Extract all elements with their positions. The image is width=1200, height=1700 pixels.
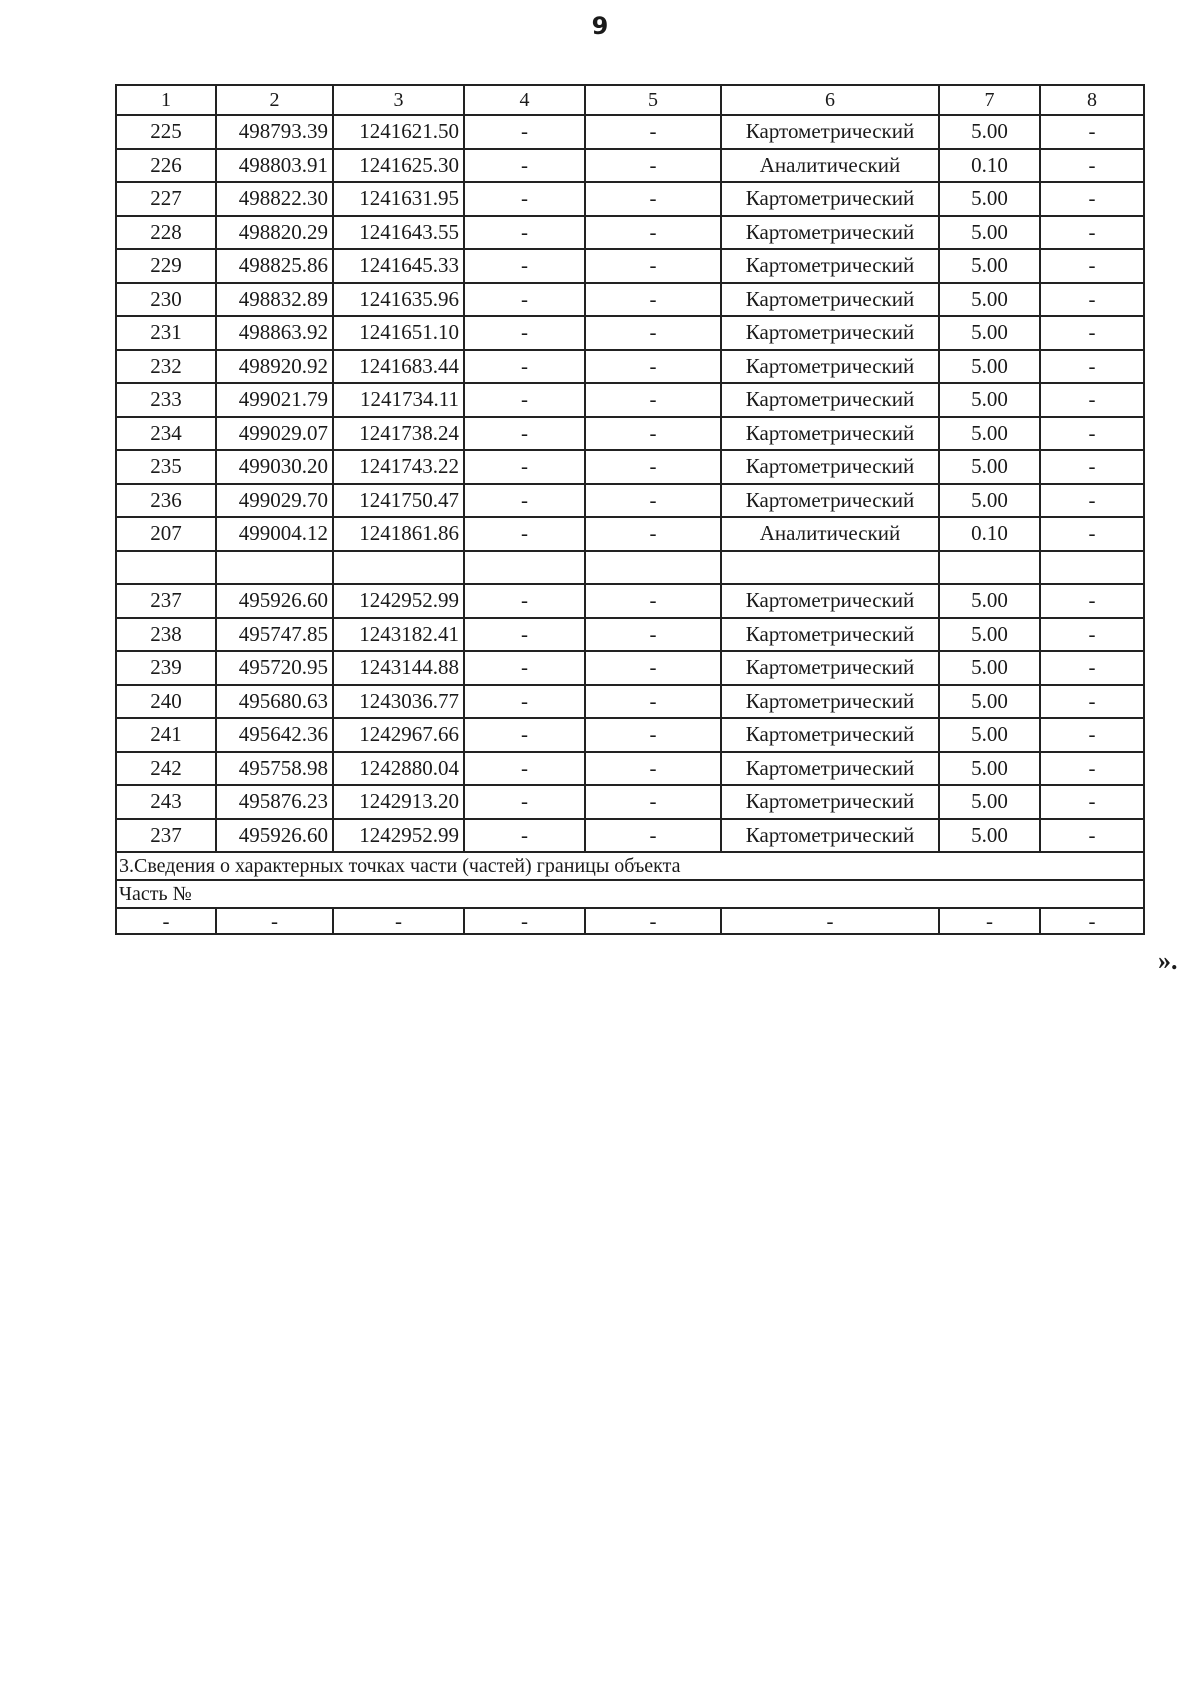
table-cell: 495680.63 bbox=[216, 685, 333, 719]
table-cell: 1241750.47 bbox=[333, 484, 464, 518]
table-cell: 498863.92 bbox=[216, 316, 333, 350]
table-cell: Картометрический bbox=[721, 216, 939, 250]
table-cell: - bbox=[585, 908, 721, 934]
table-cell: - bbox=[585, 752, 721, 786]
table-cell: - bbox=[585, 216, 721, 250]
table-row bbox=[116, 450, 1144, 484]
table-cell: 498832.89 bbox=[216, 283, 333, 317]
table-cell: Картометрический bbox=[721, 316, 939, 350]
table-cell bbox=[939, 551, 1040, 585]
table-row bbox=[116, 149, 1144, 183]
table-cell: - bbox=[1040, 216, 1144, 250]
table-cell: 5 bbox=[585, 85, 721, 115]
table-row bbox=[116, 383, 1144, 417]
table-cell: 498822.30 bbox=[216, 182, 333, 216]
table-cell bbox=[333, 551, 464, 585]
table-row bbox=[116, 819, 1144, 853]
table-cell: - bbox=[464, 752, 585, 786]
table-cell bbox=[464, 551, 585, 585]
table-cell: 6 bbox=[721, 85, 939, 115]
table-cell: - bbox=[1040, 752, 1144, 786]
table-cell: Картометрический bbox=[721, 484, 939, 518]
closing-quote: ». bbox=[1158, 946, 1178, 975]
table-cell: - bbox=[585, 450, 721, 484]
table-cell: Картометрический bbox=[721, 584, 939, 618]
table-cell: - bbox=[1040, 115, 1144, 149]
table-cell: 498803.91 bbox=[216, 149, 333, 183]
table-cell: 1243182.41 bbox=[333, 618, 464, 652]
table-cell: 495758.98 bbox=[216, 752, 333, 786]
table-cell: - bbox=[1040, 517, 1144, 551]
table-cell: 499029.07 bbox=[216, 417, 333, 451]
table-cell: - bbox=[464, 584, 585, 618]
table-cell: - bbox=[1040, 584, 1144, 618]
table-row bbox=[116, 551, 1144, 585]
table-cell bbox=[721, 551, 939, 585]
table-cell: Картометрический bbox=[721, 283, 939, 317]
table-cell: - bbox=[464, 819, 585, 853]
table-cell: 0.10 bbox=[939, 517, 1040, 551]
table-cell: 498793.39 bbox=[216, 115, 333, 149]
table-cell: - bbox=[585, 785, 721, 819]
table-cell bbox=[116, 551, 216, 585]
table-row bbox=[116, 517, 1144, 551]
page-number: 9 bbox=[591, 12, 609, 40]
table-cell bbox=[216, 551, 333, 585]
table-cell: - bbox=[464, 517, 585, 551]
section-title-row bbox=[116, 852, 1144, 880]
table-cell: 1241651.10 bbox=[333, 316, 464, 350]
table-cell: 225 bbox=[116, 115, 216, 149]
table-cell: - bbox=[1040, 685, 1144, 719]
table-cell: 2 bbox=[216, 85, 333, 115]
table-cell: - bbox=[585, 718, 721, 752]
table-cell: 1241861.86 bbox=[333, 517, 464, 551]
table-cell: 1242967.66 bbox=[333, 718, 464, 752]
table-cell: - bbox=[585, 484, 721, 518]
table-row bbox=[116, 651, 1144, 685]
table-cell: 498825.86 bbox=[216, 249, 333, 283]
table-cell: 1 bbox=[116, 85, 216, 115]
table-cell: 1241621.50 bbox=[333, 115, 464, 149]
table-cell: 243 bbox=[116, 785, 216, 819]
table-row bbox=[116, 283, 1144, 317]
table-cell: Картометрический bbox=[721, 651, 939, 685]
table-cell: Картометрический bbox=[721, 115, 939, 149]
table-cell: 1241645.33 bbox=[333, 249, 464, 283]
table-cell: - bbox=[1040, 718, 1144, 752]
table-cell: - bbox=[585, 651, 721, 685]
table-cell: 5.00 bbox=[939, 484, 1040, 518]
table-cell: 495747.85 bbox=[216, 618, 333, 652]
table-cell: 238 bbox=[116, 618, 216, 652]
table-cell: 241 bbox=[116, 718, 216, 752]
table-cell: - bbox=[464, 785, 585, 819]
table-cell: 5.00 bbox=[939, 785, 1040, 819]
table-cell: 1241635.96 bbox=[333, 283, 464, 317]
table-cell: - bbox=[464, 249, 585, 283]
table-cell: 1241625.30 bbox=[333, 149, 464, 183]
table-cell: 1241738.24 bbox=[333, 417, 464, 451]
table-cell: - bbox=[116, 908, 216, 934]
table-cell: - bbox=[464, 316, 585, 350]
table-cell: 5.00 bbox=[939, 718, 1040, 752]
table-row bbox=[116, 584, 1144, 618]
table-cell: 5.00 bbox=[939, 651, 1040, 685]
table-cell: - bbox=[464, 618, 585, 652]
part-label-row bbox=[116, 880, 1144, 908]
table-cell: 230 bbox=[116, 283, 216, 317]
table-cell bbox=[1040, 551, 1144, 585]
table-cell: 495926.60 bbox=[216, 584, 333, 618]
table-row bbox=[116, 350, 1144, 384]
table-row bbox=[116, 316, 1144, 350]
table-cell bbox=[585, 551, 721, 585]
table-cell: 1242952.99 bbox=[333, 584, 464, 618]
table-cell: 207 bbox=[116, 517, 216, 551]
table-cell: - bbox=[1040, 785, 1144, 819]
table-cell: 5.00 bbox=[939, 115, 1040, 149]
table-cell: - bbox=[1040, 651, 1144, 685]
table-cell: 495876.23 bbox=[216, 785, 333, 819]
table-cell: - bbox=[585, 115, 721, 149]
table-cell: - bbox=[464, 685, 585, 719]
table-cell: 1241734.11 bbox=[333, 383, 464, 417]
table-cell: - bbox=[1040, 819, 1144, 853]
table-cell: - bbox=[1040, 908, 1144, 934]
table-cell: - bbox=[585, 685, 721, 719]
table-row-final bbox=[116, 908, 1144, 934]
table-cell: 499004.12 bbox=[216, 517, 333, 551]
table-cell: 235 bbox=[116, 450, 216, 484]
table-cell: - bbox=[585, 283, 721, 317]
table-header-row bbox=[116, 85, 1144, 115]
table-cell: 5.00 bbox=[939, 383, 1040, 417]
table-cell: 1242913.20 bbox=[333, 785, 464, 819]
table-cell: - bbox=[464, 484, 585, 518]
table-cell: 5.00 bbox=[939, 450, 1040, 484]
table-cell: Картометрический bbox=[721, 383, 939, 417]
table-row bbox=[116, 417, 1144, 451]
table-cell: - bbox=[939, 908, 1040, 934]
table-cell: 499029.70 bbox=[216, 484, 333, 518]
table-cell: - bbox=[585, 618, 721, 652]
table-row bbox=[116, 618, 1144, 652]
table-cell: 4 bbox=[464, 85, 585, 115]
table-cell: 495642.36 bbox=[216, 718, 333, 752]
table-cell: Картометрический bbox=[721, 182, 939, 216]
table-cell: - bbox=[1040, 149, 1144, 183]
table-cell: - bbox=[1040, 182, 1144, 216]
table-cell: - bbox=[464, 383, 585, 417]
table-row bbox=[116, 785, 1144, 819]
table-cell: 234 bbox=[116, 417, 216, 451]
table-row bbox=[116, 182, 1144, 216]
table-cell: 5.00 bbox=[939, 417, 1040, 451]
table-cell: 5.00 bbox=[939, 584, 1040, 618]
table-cell: 495926.60 bbox=[216, 819, 333, 853]
table-cell: 240 bbox=[116, 685, 216, 719]
table-cell: 1241683.44 bbox=[333, 350, 464, 384]
table-cell: - bbox=[585, 584, 721, 618]
table-cell: 5.00 bbox=[939, 182, 1040, 216]
table-cell: - bbox=[1040, 417, 1144, 451]
table-cell: 5.00 bbox=[939, 350, 1040, 384]
table-cell: Картометрический bbox=[721, 785, 939, 819]
table-cell: Аналитический bbox=[721, 517, 939, 551]
table-cell: 5.00 bbox=[939, 216, 1040, 250]
table-cell: - bbox=[333, 908, 464, 934]
table-row bbox=[116, 752, 1144, 786]
table-cell: 3 bbox=[333, 85, 464, 115]
table-cell: 499021.79 bbox=[216, 383, 333, 417]
table-cell: 7 bbox=[939, 85, 1040, 115]
table-cell: Картометрический bbox=[721, 752, 939, 786]
table-cell: 1243036.77 bbox=[333, 685, 464, 719]
table-cell: 498820.29 bbox=[216, 216, 333, 250]
table-cell: - bbox=[1040, 316, 1144, 350]
table-cell: - bbox=[216, 908, 333, 934]
table-cell: - bbox=[585, 316, 721, 350]
table-cell: - bbox=[464, 417, 585, 451]
table-cell: - bbox=[1040, 484, 1144, 518]
table-cell: 228 bbox=[116, 216, 216, 250]
table-cell: - bbox=[464, 149, 585, 183]
table-cell: - bbox=[1040, 350, 1144, 384]
table-cell: 1241643.55 bbox=[333, 216, 464, 250]
table-cell: - bbox=[1040, 383, 1144, 417]
table-cell: - bbox=[585, 383, 721, 417]
table-cell: - bbox=[1040, 450, 1144, 484]
table-row bbox=[116, 718, 1144, 752]
table-cell: Картометрический bbox=[721, 718, 939, 752]
table-cell: - bbox=[464, 216, 585, 250]
table-cell: 495720.95 bbox=[216, 651, 333, 685]
table-cell: 5.00 bbox=[939, 685, 1040, 719]
table-cell: - bbox=[1040, 249, 1144, 283]
part-label: Часть № bbox=[116, 880, 1144, 908]
table-cell: Картометрический bbox=[721, 417, 939, 451]
table-cell: - bbox=[585, 149, 721, 183]
coordinates-table bbox=[115, 84, 1145, 935]
table-cell: 232 bbox=[116, 350, 216, 384]
table-row bbox=[116, 484, 1144, 518]
table-cell: - bbox=[585, 517, 721, 551]
table-cell: - bbox=[464, 651, 585, 685]
table-cell: 1241631.95 bbox=[333, 182, 464, 216]
table-cell: - bbox=[585, 249, 721, 283]
table-cell: 8 bbox=[1040, 85, 1144, 115]
table-cell: - bbox=[464, 718, 585, 752]
table-row bbox=[116, 115, 1144, 149]
table-cell: 229 bbox=[116, 249, 216, 283]
table-cell: 236 bbox=[116, 484, 216, 518]
table-cell: Картометрический bbox=[721, 819, 939, 853]
table-cell: - bbox=[1040, 618, 1144, 652]
table-cell: 5.00 bbox=[939, 752, 1040, 786]
table-cell: 231 bbox=[116, 316, 216, 350]
table-cell: - bbox=[721, 908, 939, 934]
table-cell: 5.00 bbox=[939, 819, 1040, 853]
table-cell: - bbox=[1040, 283, 1144, 317]
table-cell: 226 bbox=[116, 149, 216, 183]
table-cell: - bbox=[464, 350, 585, 384]
table-cell: Картометрический bbox=[721, 450, 939, 484]
table-cell: 5.00 bbox=[939, 618, 1040, 652]
table-cell: 1242880.04 bbox=[333, 752, 464, 786]
table-body bbox=[116, 85, 1144, 934]
table-cell: 1241743.22 bbox=[333, 450, 464, 484]
table-cell: - bbox=[585, 417, 721, 451]
table-cell: Картометрический bbox=[721, 249, 939, 283]
table-cell: 5.00 bbox=[939, 316, 1040, 350]
table-cell: - bbox=[464, 450, 585, 484]
table-cell: Картометрический bbox=[721, 618, 939, 652]
table-cell: Аналитический bbox=[721, 149, 939, 183]
table-cell: 0.10 bbox=[939, 149, 1040, 183]
table-cell: 5.00 bbox=[939, 283, 1040, 317]
table-cell: - bbox=[464, 182, 585, 216]
table-cell: 499030.20 bbox=[216, 450, 333, 484]
table-cell: - bbox=[464, 283, 585, 317]
table-cell: Картометрический bbox=[721, 685, 939, 719]
table-cell: 1242952.99 bbox=[333, 819, 464, 853]
table-cell: 237 bbox=[116, 584, 216, 618]
table-cell: 498920.92 bbox=[216, 350, 333, 384]
table-cell: - bbox=[585, 350, 721, 384]
table-cell: - bbox=[585, 819, 721, 853]
table-cell: - bbox=[464, 908, 585, 934]
table-cell: 239 bbox=[116, 651, 216, 685]
table-cell: Картометрический bbox=[721, 350, 939, 384]
table-cell: - bbox=[585, 182, 721, 216]
table-cell: 233 bbox=[116, 383, 216, 417]
table-cell: 1243144.88 bbox=[333, 651, 464, 685]
section-title: 3.Сведения о характерных точках части (частей) границы объекта bbox=[116, 852, 1144, 880]
table-cell: 5.00 bbox=[939, 249, 1040, 283]
table-cell: 237 bbox=[116, 819, 216, 853]
table-row bbox=[116, 685, 1144, 719]
table-cell: 242 bbox=[116, 752, 216, 786]
table-cell: 227 bbox=[116, 182, 216, 216]
table-row bbox=[116, 216, 1144, 250]
table-cell: - bbox=[464, 115, 585, 149]
table-row bbox=[116, 249, 1144, 283]
